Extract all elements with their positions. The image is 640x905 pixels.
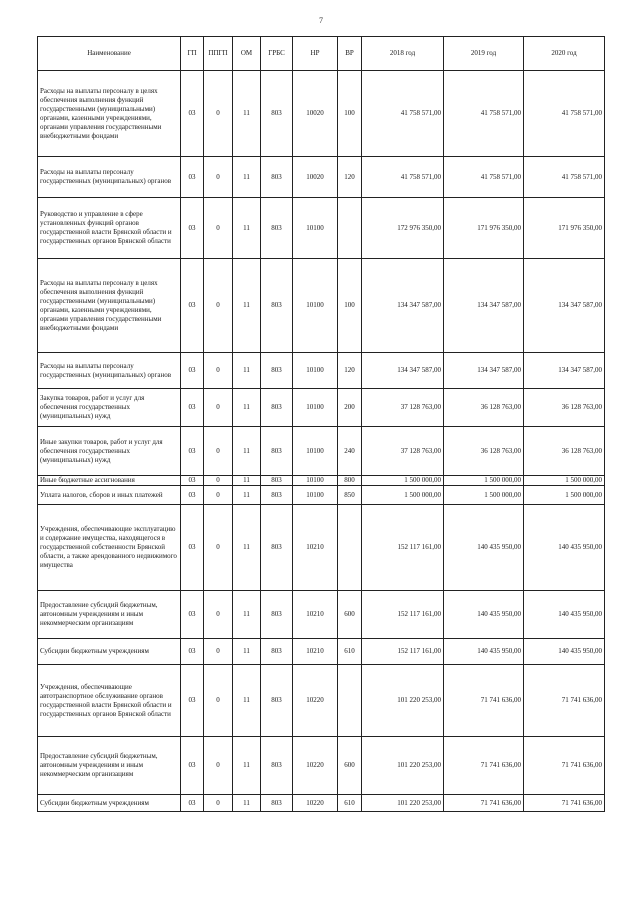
table-row xyxy=(38,427,605,476)
row-gp: 03 xyxy=(181,353,204,389)
table-row xyxy=(38,259,605,353)
table-body xyxy=(38,71,605,812)
row-amount-2018: 1 500 000,00 xyxy=(362,476,444,486)
row-amount-2020: 140 435 950,00 xyxy=(524,591,605,639)
row-amount-2020: 36 128 763,00 xyxy=(524,389,605,427)
table-header-row xyxy=(38,37,605,71)
row-nr: 10100 xyxy=(293,259,338,353)
row-gp: 03 xyxy=(181,198,204,259)
row-ppgp: 0 xyxy=(204,476,233,486)
row-gp: 03 xyxy=(181,476,204,486)
row-grbs: 803 xyxy=(261,665,293,737)
row-amount-2019: 140 435 950,00 xyxy=(444,639,524,665)
row-amount-2019: 134 347 587,00 xyxy=(444,259,524,353)
row-grbs: 803 xyxy=(261,476,293,486)
row-grbs: 803 xyxy=(261,71,293,157)
row-amount-2019: 71 741 636,00 xyxy=(444,795,524,812)
row-nr: 10020 xyxy=(293,157,338,198)
row-amount-2018: 101 220 253,00 xyxy=(362,795,444,812)
row-name: Субсидии бюджетным учреждениям xyxy=(38,795,181,812)
row-amount-2020: 1 500 000,00 xyxy=(524,476,605,486)
row-amount-2020: 41 758 571,00 xyxy=(524,71,605,157)
row-amount-2020: 36 128 763,00 xyxy=(524,427,605,476)
row-ppgp: 0 xyxy=(204,198,233,259)
row-name: Закупка товаров, работ и услуг для обеспечения государственных (муниципальных) нужд xyxy=(38,389,181,427)
row-vr: 100 xyxy=(338,71,362,157)
row-amount-2020: 140 435 950,00 xyxy=(524,639,605,665)
row-om: 11 xyxy=(233,737,261,795)
row-vr: 800 xyxy=(338,476,362,486)
row-om: 11 xyxy=(233,795,261,812)
row-om: 11 xyxy=(233,427,261,476)
row-amount-2018: 1 500 000,00 xyxy=(362,486,444,505)
row-gp: 03 xyxy=(181,486,204,505)
row-name: Предоставление субсидий бюджетным, автономным учреждениям и иным некоммерческим организациям xyxy=(38,737,181,795)
header-2020: 2020 год xyxy=(524,37,605,71)
row-gp: 03 xyxy=(181,505,204,591)
row-amount-2020: 134 347 587,00 xyxy=(524,353,605,389)
row-om: 11 xyxy=(233,259,261,353)
row-amount-2020: 71 741 636,00 xyxy=(524,795,605,812)
row-ppgp: 0 xyxy=(204,639,233,665)
row-amount-2018: 41 758 571,00 xyxy=(362,71,444,157)
table-row xyxy=(38,476,605,486)
table-row xyxy=(38,486,605,505)
row-vr xyxy=(338,505,362,591)
row-name: Учреждения, обеспечивающие автотранспортное обслуживание органов государственной власти Брянской области и государственных органов Брянской области xyxy=(38,665,181,737)
row-nr: 10100 xyxy=(293,198,338,259)
row-amount-2019: 41 758 571,00 xyxy=(444,157,524,198)
row-amount-2018: 152 117 161,00 xyxy=(362,591,444,639)
page-number: 7 xyxy=(319,16,323,25)
row-name: Расходы на выплаты персоналу в целях обеспечения выполнения функций государственными (муниципальными) органами, казенными учреждениями, органами управления государственными внебюджетными фондами xyxy=(38,259,181,353)
table-row xyxy=(38,71,605,157)
row-name: Учреждения, обеспечивающие эксплуатацию и содержание имущества, находящегося в государственной собственности Брянской области, а также арендованного недвижимого имущества xyxy=(38,505,181,591)
row-amount-2020: 134 347 587,00 xyxy=(524,259,605,353)
row-name: Руководство и управление в сфере установленных функций органов государственной власти Брянской области и государственных органов Брянской области xyxy=(38,198,181,259)
row-amount-2018: 172 976 350,00 xyxy=(362,198,444,259)
row-gp: 03 xyxy=(181,389,204,427)
row-nr: 10020 xyxy=(293,71,338,157)
row-name: Субсидии бюджетным учреждениям xyxy=(38,639,181,665)
row-name: Расходы на выплаты персоналу в целях обеспечения выполнения функций государственными (муниципальными) органами, казенными учреждениями, органами управления государственными внебюджетными фондами xyxy=(38,71,181,157)
row-grbs: 803 xyxy=(261,389,293,427)
row-ppgp: 0 xyxy=(204,427,233,476)
row-gp: 03 xyxy=(181,737,204,795)
row-amount-2019: 1 500 000,00 xyxy=(444,476,524,486)
row-om: 11 xyxy=(233,157,261,198)
row-nr: 10100 xyxy=(293,389,338,427)
row-grbs: 803 xyxy=(261,486,293,505)
row-gp: 03 xyxy=(181,71,204,157)
row-ppgp: 0 xyxy=(204,486,233,505)
row-nr: 10210 xyxy=(293,639,338,665)
row-vr: 850 xyxy=(338,486,362,505)
row-vr: 240 xyxy=(338,427,362,476)
header-gp: ГП xyxy=(181,37,204,71)
row-amount-2019: 36 128 763,00 xyxy=(444,427,524,476)
row-om: 11 xyxy=(233,389,261,427)
row-grbs: 803 xyxy=(261,737,293,795)
row-amount-2019: 71 741 636,00 xyxy=(444,665,524,737)
row-vr xyxy=(338,198,362,259)
row-om: 11 xyxy=(233,665,261,737)
row-amount-2020: 1 500 000,00 xyxy=(524,486,605,505)
row-amount-2020: 71 741 636,00 xyxy=(524,665,605,737)
row-vr xyxy=(338,665,362,737)
row-ppgp: 0 xyxy=(204,353,233,389)
row-amount-2020: 41 758 571,00 xyxy=(524,157,605,198)
row-amount-2019: 134 347 587,00 xyxy=(444,353,524,389)
row-ppgp: 0 xyxy=(204,157,233,198)
row-amount-2019: 71 741 636,00 xyxy=(444,737,524,795)
row-amount-2020: 140 435 950,00 xyxy=(524,505,605,591)
row-amount-2018: 37 128 763,00 xyxy=(362,427,444,476)
row-amount-2019: 1 500 000,00 xyxy=(444,486,524,505)
row-gp: 03 xyxy=(181,639,204,665)
row-ppgp: 0 xyxy=(204,591,233,639)
row-ppgp: 0 xyxy=(204,389,233,427)
row-gp: 03 xyxy=(181,427,204,476)
row-om: 11 xyxy=(233,198,261,259)
header-om: ОМ xyxy=(233,37,261,71)
row-amount-2019: 36 128 763,00 xyxy=(444,389,524,427)
row-nr: 10210 xyxy=(293,505,338,591)
budget-table xyxy=(37,36,605,812)
row-name: Иные бюджетные ассигнования xyxy=(38,476,181,486)
row-gp: 03 xyxy=(181,157,204,198)
row-gp: 03 xyxy=(181,259,204,353)
header-2019: 2019 год xyxy=(444,37,524,71)
header-ppgp: ППГП xyxy=(204,37,233,71)
row-gp: 03 xyxy=(181,665,204,737)
table-row xyxy=(38,639,605,665)
row-grbs: 803 xyxy=(261,795,293,812)
row-vr: 200 xyxy=(338,389,362,427)
row-grbs: 803 xyxy=(261,198,293,259)
row-vr: 120 xyxy=(338,353,362,389)
row-ppgp: 0 xyxy=(204,505,233,591)
table-row xyxy=(38,505,605,591)
row-grbs: 803 xyxy=(261,353,293,389)
row-nr: 10210 xyxy=(293,591,338,639)
table-row xyxy=(38,795,605,812)
header-vr: ВР xyxy=(338,37,362,71)
row-amount-2020: 171 976 350,00 xyxy=(524,198,605,259)
row-amount-2020: 71 741 636,00 xyxy=(524,737,605,795)
row-nr: 10100 xyxy=(293,486,338,505)
row-amount-2018: 37 128 763,00 xyxy=(362,389,444,427)
row-vr: 610 xyxy=(338,795,362,812)
row-nr: 10220 xyxy=(293,795,338,812)
row-ppgp: 0 xyxy=(204,665,233,737)
row-nr: 10220 xyxy=(293,737,338,795)
table-row xyxy=(38,198,605,259)
table-row xyxy=(38,353,605,389)
row-vr: 600 xyxy=(338,737,362,795)
row-name: Расходы на выплаты персоналу государственных (муниципальных) органов xyxy=(38,353,181,389)
row-amount-2018: 134 347 587,00 xyxy=(362,353,444,389)
row-nr: 10100 xyxy=(293,427,338,476)
row-nr: 10100 xyxy=(293,476,338,486)
row-amount-2018: 41 758 571,00 xyxy=(362,157,444,198)
table-row xyxy=(38,157,605,198)
row-amount-2018: 152 117 161,00 xyxy=(362,505,444,591)
row-grbs: 803 xyxy=(261,157,293,198)
row-grbs: 803 xyxy=(261,591,293,639)
row-nr: 10220 xyxy=(293,665,338,737)
row-vr: 100 xyxy=(338,259,362,353)
row-amount-2019: 171 976 350,00 xyxy=(444,198,524,259)
row-name: Предоставление субсидий бюджетным, автономным учреждениям и иным некоммерческим организациям xyxy=(38,591,181,639)
row-vr: 610 xyxy=(338,639,362,665)
row-om: 11 xyxy=(233,639,261,665)
header-name: Наименование xyxy=(38,37,181,71)
row-amount-2019: 41 758 571,00 xyxy=(444,71,524,157)
row-om: 11 xyxy=(233,505,261,591)
row-vr: 120 xyxy=(338,157,362,198)
row-ppgp: 0 xyxy=(204,737,233,795)
row-name: Уплата налогов, сборов и иных платежей xyxy=(38,486,181,505)
row-amount-2018: 101 220 253,00 xyxy=(362,665,444,737)
row-name: Иные закупки товаров, работ и услуг для обеспечения государственных (муниципальных) нужд xyxy=(38,427,181,476)
header-nr: НР xyxy=(293,37,338,71)
row-vr: 600 xyxy=(338,591,362,639)
row-om: 11 xyxy=(233,591,261,639)
row-om: 11 xyxy=(233,71,261,157)
row-gp: 03 xyxy=(181,795,204,812)
row-grbs: 803 xyxy=(261,639,293,665)
row-amount-2019: 140 435 950,00 xyxy=(444,505,524,591)
table-row xyxy=(38,737,605,795)
row-amount-2018: 134 347 587,00 xyxy=(362,259,444,353)
row-ppgp: 0 xyxy=(204,795,233,812)
row-gp: 03 xyxy=(181,591,204,639)
row-ppgp: 0 xyxy=(204,259,233,353)
table-row xyxy=(38,591,605,639)
row-grbs: 803 xyxy=(261,505,293,591)
row-amount-2018: 101 220 253,00 xyxy=(362,737,444,795)
row-om: 11 xyxy=(233,353,261,389)
row-nr: 10100 xyxy=(293,353,338,389)
header-grbs: ГРБС xyxy=(261,37,293,71)
row-ppgp: 0 xyxy=(204,71,233,157)
header-2018: 2018 год xyxy=(362,37,444,71)
row-name: Расходы на выплаты персоналу государственных (муниципальных) органов xyxy=(38,157,181,198)
row-amount-2019: 140 435 950,00 xyxy=(444,591,524,639)
row-om: 11 xyxy=(233,476,261,486)
row-grbs: 803 xyxy=(261,259,293,353)
row-grbs: 803 xyxy=(261,427,293,476)
table-row xyxy=(38,389,605,427)
table-row xyxy=(38,665,605,737)
row-amount-2018: 152 117 161,00 xyxy=(362,639,444,665)
row-om: 11 xyxy=(233,486,261,505)
